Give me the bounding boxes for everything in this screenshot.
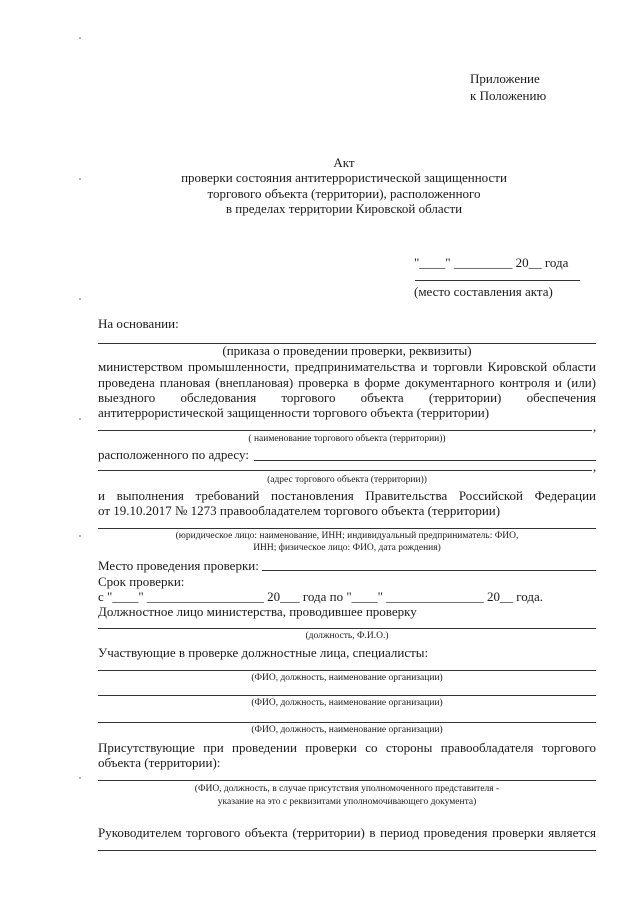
basis-label: На основании: <box>98 316 179 331</box>
present-line1: Присутствующие при проведении проверки со стороны правообладателя торгового <box>98 740 596 755</box>
address-underline-1[interactable] <box>254 460 596 461</box>
present-underline[interactable] <box>98 780 596 781</box>
object-name-caption: ( наименование торгового объекта (территории)) <box>248 434 446 444</box>
period-value[interactable]: с "____" __________________ 20___ года по "____" _______________ 20__ года. <box>98 589 543 604</box>
title-line2: торгового объекта (территории), расположенного <box>207 186 481 201</box>
scan-speck <box>79 777 81 779</box>
basis-caption: (приказа о проведении проверки, реквизиты) <box>222 343 472 358</box>
basis-p3-word: обследования <box>180 390 257 405</box>
basis-p3-word: (территории) <box>428 390 502 405</box>
participants-caption-3: (ФИО, должность, наименование организации) <box>251 725 443 735</box>
basis-p3-word: торгового <box>281 390 336 405</box>
basis-p3-word: выездного <box>98 390 156 405</box>
owner-caption-2: ИНН; физическое лицо: ФИО, дата рождения) <box>253 543 441 553</box>
basis-p2: проведена плановая (внеплановая) проверка в форме документарного контроля и (или) <box>98 375 596 390</box>
date-field[interactable]: "____" _________ 20__ года <box>414 255 569 270</box>
basis-p1: министерством промышленности, предпринимательства и торговли Кировской области <box>98 359 596 374</box>
official-caption: (должность, Ф.И.О.) <box>305 631 389 641</box>
title-line1: проверки состояния антитеррористической защищенности <box>181 170 507 185</box>
participants-underline-2[interactable] <box>98 695 596 696</box>
participants-underline-1[interactable] <box>98 670 596 671</box>
basis-p3-word: объекта <box>360 390 404 405</box>
period-label: Срок проверки: <box>98 574 185 589</box>
title-heading: Акт <box>333 155 355 170</box>
object-name-underline[interactable] <box>98 430 592 431</box>
object-p1: и выполнения требований постановления Правительства Российской Федерации <box>98 488 596 503</box>
official-underline[interactable] <box>98 628 596 629</box>
present-caption-2: указание на это с реквизитами уполномочивающего документа) <box>217 797 477 807</box>
scan-speck <box>79 298 81 300</box>
owner-caption-1: (юридическое лицо: наименование, ИНН; индивидуальный предприниматель: ФИО, <box>175 531 519 541</box>
appendix-line1: Приложение <box>470 71 540 86</box>
owner-underline[interactable] <box>98 528 596 529</box>
head-underline[interactable] <box>98 850 596 851</box>
participants-label: Участвующие в проверке должностные лица, специалисты: <box>98 645 429 660</box>
appendix-line2: к Положению <box>470 88 547 103</box>
object-name-comma: , <box>593 419 597 434</box>
inspection-place-underline[interactable] <box>262 570 596 571</box>
head-line: Руководителем торгового объекта (территории) в период проведения проверки является <box>98 825 596 840</box>
basis-p3 <box>98 390 596 405</box>
address-caption: (адрес торгового объекта (территории)) <box>267 475 427 485</box>
official-label: Должностное лицо министерства, проводившее проверку <box>98 604 417 619</box>
title-line3: в пределах территории Кировской области <box>225 201 463 216</box>
participants-caption-1: (ФИО, должность, наименование организации) <box>251 673 443 683</box>
place-underline[interactable] <box>415 280 580 281</box>
address-comma: , <box>593 459 597 474</box>
address-underline-2[interactable] <box>98 470 592 471</box>
participants-underline-3[interactable] <box>98 722 596 723</box>
basis-p3-word: обеспечения <box>526 390 596 405</box>
present-line2: объекта (территории): <box>98 755 221 770</box>
place-caption: (место составления акта) <box>414 284 553 299</box>
present-caption-1: (ФИО, должность, в случае присутствия уполномоченного представителя - <box>194 784 500 794</box>
scan-speck <box>79 418 81 420</box>
scan-speck <box>79 535 81 537</box>
address-label: расположенного по адресу: <box>98 447 249 462</box>
object-p2: от 19.10.2017 № 1273 правообладателем торгового объекта (территории) <box>98 503 501 518</box>
participants-caption-2: (ФИО, должность, наименование организации) <box>251 698 443 708</box>
inspection-place-label: Место проведения проверки: <box>98 558 259 573</box>
scan-speck <box>79 37 81 39</box>
basis-p4: антитеррористической защищенности торгового объекта (территории) <box>98 405 490 420</box>
